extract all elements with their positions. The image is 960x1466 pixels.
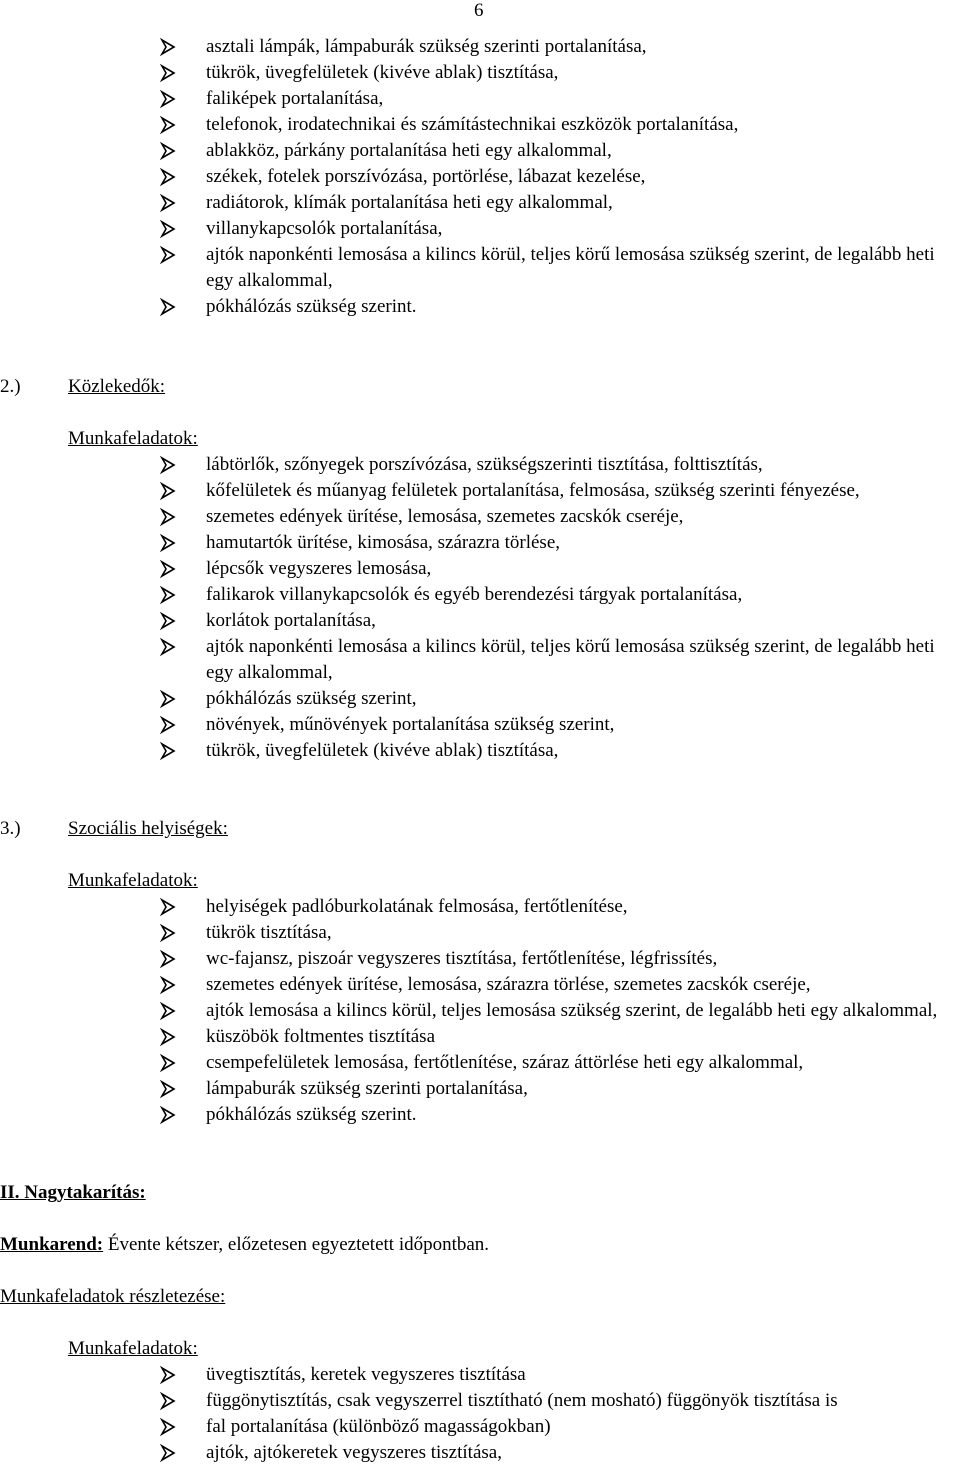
list-item-text: kőfelületek és műanyag felületek portalanítása, felmosása, szükség szerinti fényezése, [206,480,860,501]
arrow-bullet-icon [160,296,176,318]
arrow-bullet-icon [160,714,176,736]
list-item-text: függönytisztítás, csak vegyszerrel tisztítható (nem mosható) függönyök tisztítása is [206,1390,838,1411]
list-item-text: pókhálózás szükség szerint. [206,296,417,317]
list-item-text: korlátok portalanítása, [206,610,376,631]
section-2-heading [0,374,166,400]
list-item-text: helyiségek padlóburkolatának felmosása, fertőtlenítése, [206,896,628,917]
list-item-text: üvegtisztítás, keretek vegyszeres tisztítása [206,1364,526,1385]
task-list-corridors [160,452,960,764]
list-item-text: székek, fotelek porszívózása, portörlése, lábazat kezelése, [206,166,646,187]
list-item-text: ajtók, ajtókeretek vegyszeres tisztítása, [206,1442,502,1463]
list-item [160,582,960,608]
arrow-bullet-icon [160,922,176,944]
list-item-text: tükrök tisztítása, [206,922,332,943]
list-item [160,242,960,294]
arrow-bullet-icon [160,1000,176,1022]
list-item [160,1362,960,1388]
list-item-text: tükrök, üvegfelületek (kivéve ablak) tisztítása, [206,740,559,761]
arrow-bullet-icon [160,532,176,554]
task-list-office [160,34,960,320]
list-item [160,478,960,504]
list-item [160,190,960,216]
list-item [160,946,960,972]
arrow-bullet-icon [160,140,176,162]
arrow-bullet-icon [160,558,176,580]
list-item-text: szemetes edények ürítése, lemosása, szemetes zacskók cseréje, [206,506,684,527]
list-item [160,112,960,138]
list-item [160,1414,960,1440]
section-ii-title: II. Nagytakarítás: [0,1182,146,1203]
list-item-text: lépcsők vegyszeres lemosása, [206,558,432,579]
arrow-bullet-icon [160,1052,176,1074]
arrow-bullet-icon [160,88,176,110]
list-item-text: szemetes edények ürítése, lemosása, szárazra törlése, szemetes zacskók cseréje, [206,974,811,995]
list-item [160,1076,960,1102]
list-item-text: asztali lámpák, lámpaburák szükség szerinti portalanítása, [206,36,647,57]
arrow-bullet-icon [160,948,176,970]
list-item-text: csempefelületek lemosása, fertőtlenítése, száraz áttörlése heti egy alkalommal, [206,1052,804,1073]
list-item [160,164,960,190]
list-item [160,998,960,1024]
section-3-tasks-label: Munkafeladatok: [68,870,198,891]
arrow-bullet-icon [160,244,176,266]
list-item [160,60,960,86]
list-item [160,1102,960,1128]
arrow-bullet-icon [160,688,176,710]
arrow-bullet-icon [160,1104,176,1126]
section-3-number: 3.) [0,818,21,839]
schedule-label: Munkarend: [0,1234,104,1255]
arrow-bullet-icon [160,636,176,658]
page-number: 6 [474,0,484,21]
list-item-text: ajtók naponkénti lemosása a kilincs körül, teljes körű lemosása szükség szerint, de legalább heti egy alkalommal, [206,636,935,683]
list-item [160,34,960,60]
arrow-bullet-icon [160,506,176,528]
section-2-title: Közlekedők: [68,376,166,397]
list-item [160,920,960,946]
arrow-bullet-icon [160,584,176,606]
section-2-tasks-label: Munkafeladatok: [68,428,198,449]
list-item-text: telefonok, irodatechnikai és számítástechnikai eszközök portalanítása, [206,114,739,135]
list-item [160,1024,960,1050]
list-item [160,1050,960,1076]
list-item [160,738,960,764]
list-item [160,294,960,320]
arrow-bullet-icon [160,62,176,84]
list-item-text: lámpaburák szükség szerinti portalanítása, [206,1078,528,1099]
list-item [160,608,960,634]
list-item-text: tükrök, üvegfelületek (kivéve ablak) tisztítása, [206,62,559,83]
list-item [160,894,960,920]
list-item [160,216,960,242]
arrow-bullet-icon [160,896,176,918]
list-item [160,504,960,530]
task-list-deep-cleaning [160,1362,960,1466]
arrow-bullet-icon [160,610,176,632]
arrow-bullet-icon [160,166,176,188]
task-list-social-rooms [160,894,960,1128]
list-item-text: lábtörlők, szőnyegek porszívózása, szükségszerinti tisztítása, folttisztítás, [206,454,763,475]
arrow-bullet-icon [160,1364,176,1386]
list-item-text: növények, műnövények portalanítása szükség szerint, [206,714,615,735]
schedule-text: Évente kétszer, előzetesen egyeztetett időpontban. [103,1234,490,1255]
arrow-bullet-icon [160,454,176,476]
arrow-bullet-icon [160,1078,176,1100]
list-item-text: faliképek portalanítása, [206,88,384,109]
list-item-text: wc-fajansz, piszoár vegyszeres tisztítása, fertőtlenítése, légfrissítés, [206,948,718,969]
details-title: Munkafeladatok részletezése: [0,1286,226,1307]
list-item-text: villanykapcsolók portalanítása, [206,218,443,239]
arrow-bullet-icon [160,974,176,996]
arrow-bullet-icon [160,1442,176,1464]
list-item [160,556,960,582]
list-item [160,972,960,998]
list-item [160,530,960,556]
list-item [160,1388,960,1414]
list-item [160,1440,960,1466]
list-item-text: ablakköz, párkány portalanítása heti egy alkalommal, [206,140,612,161]
arrow-bullet-icon [160,36,176,58]
arrow-bullet-icon [160,218,176,240]
list-item [160,452,960,478]
list-item-text: ajtók naponkénti lemosása a kilincs körül, teljes körű lemosása szükség szerint, de legalább heti egy alkalommal, [206,244,935,291]
list-item-text: falikarok villanykapcsolók és egyéb berendezési tárgyak portalanítása, [206,584,743,605]
list-item [160,686,960,712]
section-3-title: Szociális helyiségek: [68,818,228,839]
list-item-text: ajtók lemosása a kilincs körül, teljes lemosása szükség szerint, de legalább heti egy alkalommal, [206,1000,938,1021]
list-item [160,634,960,686]
arrow-bullet-icon [160,740,176,762]
section-ii-tasks-label: Munkafeladatok: [68,1338,198,1359]
list-item-text: küszöbök foltmentes tisztítása [206,1026,436,1047]
list-item-text: pókhálózás szükség szerint. [206,1104,417,1125]
schedule-line [0,1232,489,1258]
list-item-text: hamutartók ürítése, kimosása, szárazra törlése, [206,532,560,553]
section-3-heading [0,816,228,842]
list-item [160,138,960,164]
arrow-bullet-icon [160,192,176,214]
section-2-number: 2.) [0,376,21,397]
arrow-bullet-icon [160,1026,176,1048]
list-item [160,86,960,112]
list-item-text: pókhálózás szükség szerint, [206,688,417,709]
arrow-bullet-icon [160,1416,176,1438]
arrow-bullet-icon [160,1390,176,1412]
list-item [160,712,960,738]
arrow-bullet-icon [160,114,176,136]
list-item-text: fal portalanítása (különböző magasságokban) [206,1416,551,1437]
list-item-text: radiátorok, klímák portalanítása heti egy alkalommal, [206,192,613,213]
arrow-bullet-icon [160,480,176,502]
